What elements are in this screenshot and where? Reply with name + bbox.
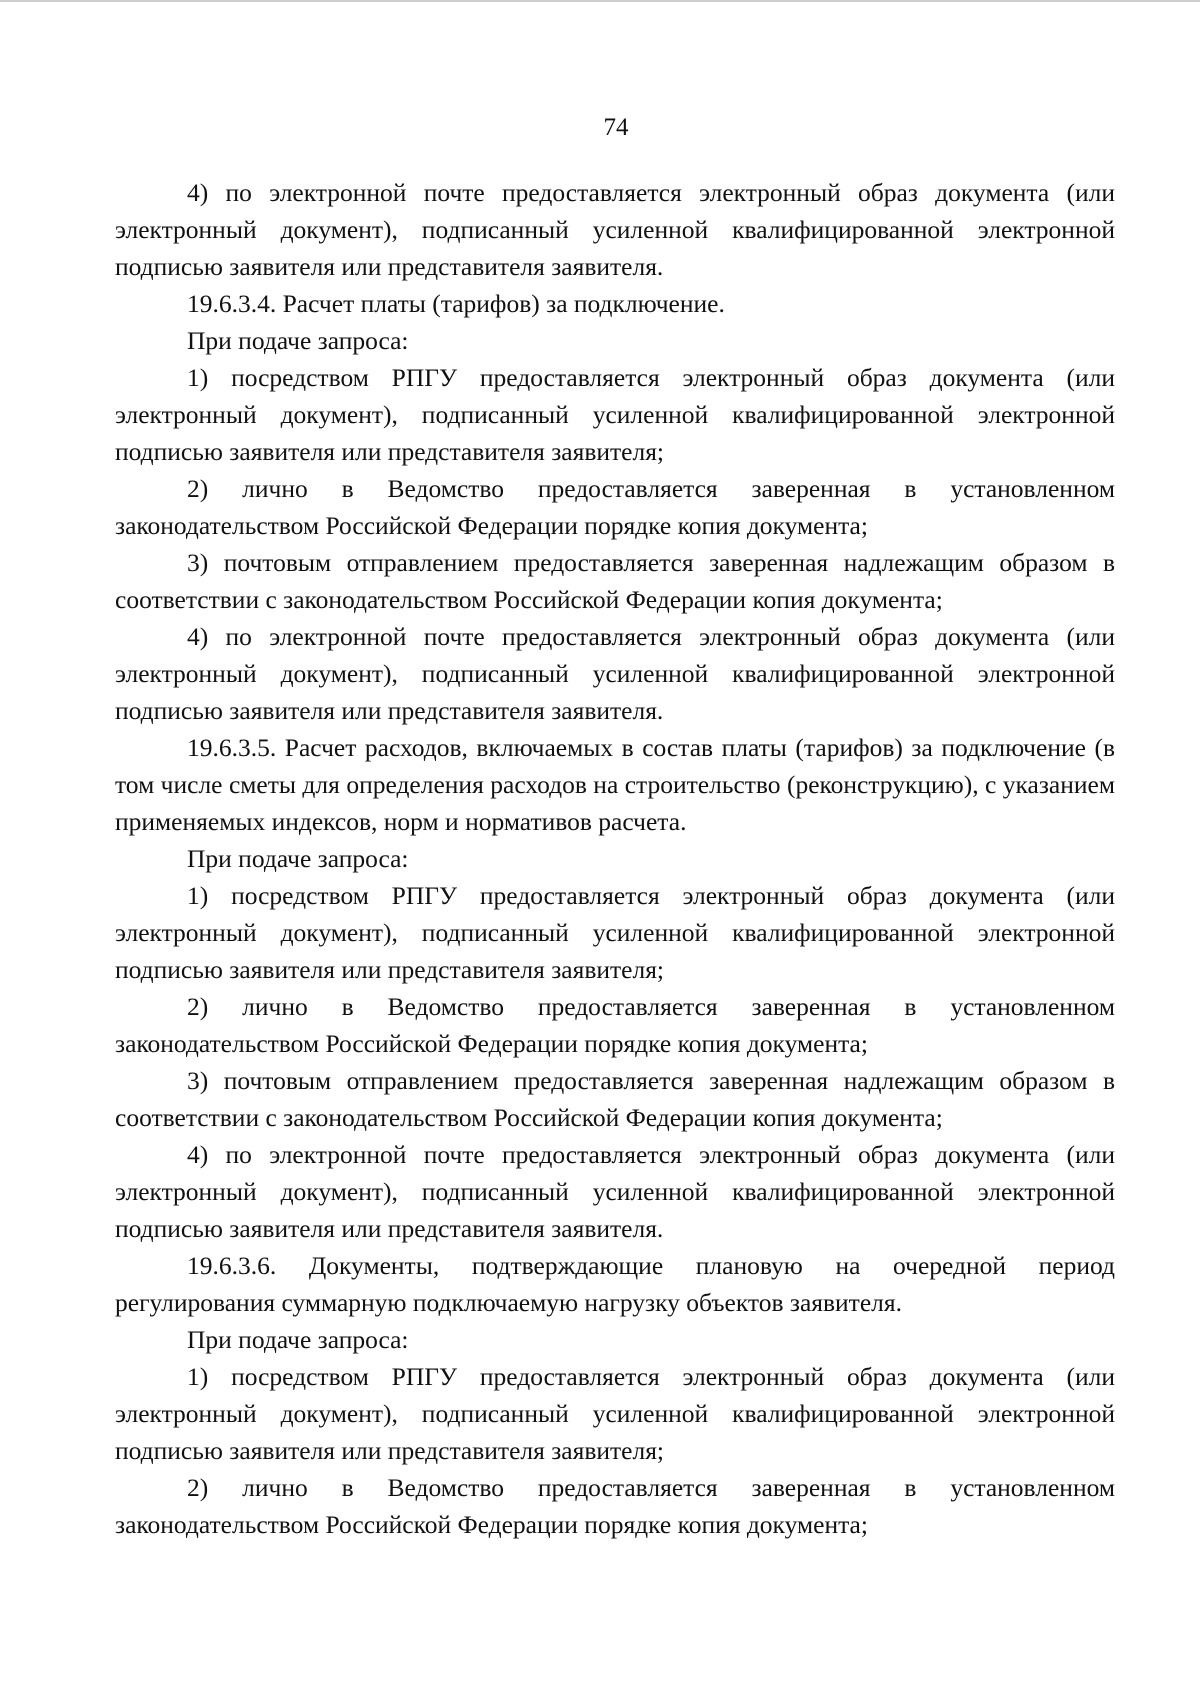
document-body <box>115 174 1115 1543</box>
paragraph: При подаче запроса: <box>187 326 409 355</box>
list-item: 1) посредством РПГУ предоставляется электронный образ документа (или электронный документ), подписанный усиленной квалифицированной электронной подписью заявителя или представителя заявителя; <box>115 363 1115 466</box>
list-item: 2) лично в Ведомство предоставляется заверенная в установленном законодательством Российской Федерации порядке копия документа; <box>115 474 1115 540</box>
list-item: 3) почтовым отправлением предоставляется заверенная надлежащим образом в соответствии с законодательством Российской Федерации копия документа; <box>115 1066 1115 1132</box>
section-heading: 19.6.3.4. Расчет платы (тарифов) за подключение. <box>187 289 725 318</box>
list-item: 3) почтовым отправлением предоставляется заверенная надлежащим образом в соответствии с законодательством Российской Федерации копия документа; <box>115 548 1115 614</box>
scan-top-edge <box>0 0 1200 2</box>
list-item: 4) по электронной почте предоставляется электронный образ документа (или электронный документ), подписанный усиленной квалифицированной электронной подписью заявителя или представителя заявителя. <box>115 622 1115 725</box>
paragraph: При подаче запроса: <box>187 844 409 873</box>
list-item: 1) посредством РПГУ предоставляется электронный образ документа (или электронный документ), подписанный усиленной квалифицированной электронной подписью заявителя или представителя заявителя; <box>115 1362 1115 1465</box>
list-item: 2) лично в Ведомство предоставляется заверенная в установленном законодательством Российской Федерации порядке копия документа; <box>115 1473 1115 1539</box>
paragraph: 4) по электронной почте предоставляется электронный образ документа (или электронный документ), подписанный усиленной квалифицированной электронной подписью заявителя или представителя заявителя. <box>115 178 1115 281</box>
list-item: 2) лично в Ведомство предоставляется заверенная в установленном законодательством Российской Федерации порядке копия документа; <box>115 992 1115 1058</box>
section-heading: 19.6.3.5. Расчет расходов, включаемых в состав платы (тарифов) за подключение (в том числе сметы для определения расходов на строительство (реконструкцию), с указанием применяемых индексов, норм и нормативов расчета. <box>115 733 1115 836</box>
page-number: 74 <box>603 114 629 141</box>
paragraph: При подаче запроса: <box>187 1325 409 1354</box>
list-item: 1) посредством РПГУ предоставляется электронный образ документа (или электронный документ), подписанный усиленной квалифицированной электронной подписью заявителя или представителя заявителя; <box>115 881 1115 984</box>
section-heading: 19.6.3.6. Документы, подтверждающие плановую на очередной период регулирования суммарную подключаемую нагрузку объектов заявителя. <box>115 1251 1115 1317</box>
list-item: 4) по электронной почте предоставляется электронный образ документа (или электронный документ), подписанный усиленной квалифицированной электронной подписью заявителя или представителя заявителя. <box>115 1140 1115 1243</box>
